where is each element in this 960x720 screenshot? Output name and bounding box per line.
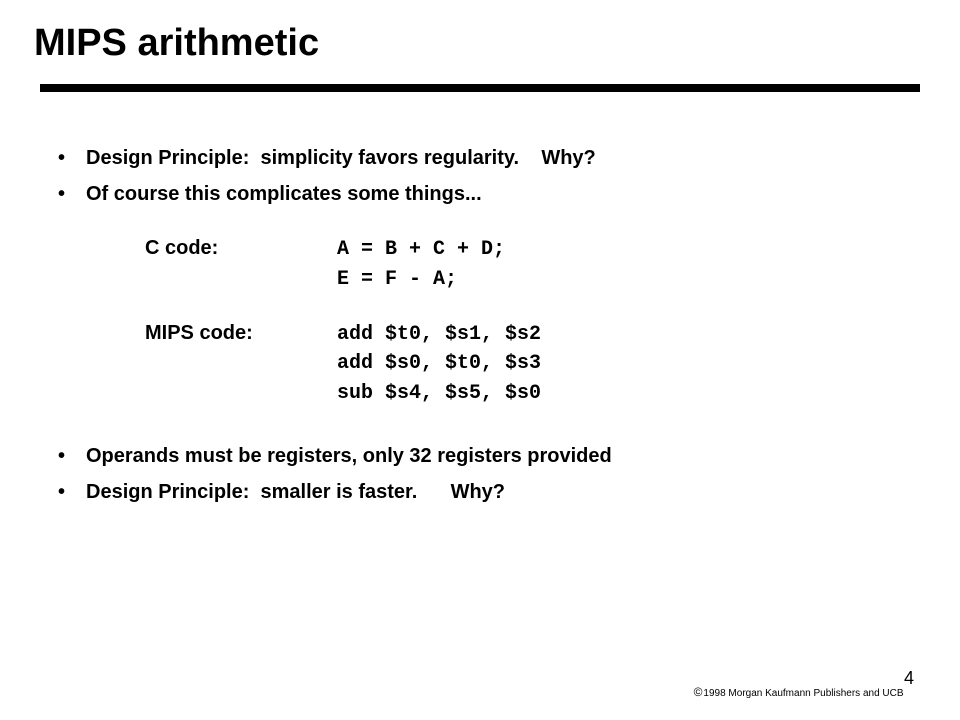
- bullet-text: Of course this complicates some things...: [86, 183, 482, 205]
- mips-code-label: MIPS code:: [145, 322, 253, 344]
- mips-code-line: sub $s4, $s5, $s0: [337, 382, 542, 405]
- bullet-icon: •: [58, 183, 66, 205]
- mips-code-line: add $s0, $t0, $s3: [337, 352, 542, 375]
- page-number: 4: [904, 668, 915, 688]
- title-divider: [40, 84, 920, 92]
- c-code-line: A = B + C + D;: [337, 238, 506, 261]
- bullet-icon: •: [58, 481, 66, 503]
- copyright-text: 1998 Morgan Kaufmann Publishers and UCB: [703, 688, 904, 699]
- copyright-notice: [688, 674, 904, 699]
- bullet-text: Design Principle: smaller is faster. Why?: [86, 481, 506, 503]
- copyright-icon: ©: [693, 685, 703, 699]
- bullet-icon: •: [58, 445, 66, 467]
- c-code-line: E = F - A;: [337, 268, 458, 291]
- bullet-text: Operands must be registers, only 32 registers provided: [86, 445, 612, 467]
- mips-code-line: add $t0, $s1, $s2: [337, 323, 542, 346]
- c-code-label: C code:: [145, 237, 219, 259]
- bullet-text: Design Principle: simplicity favors regularity. Why?: [86, 147, 596, 169]
- bullet-icon: •: [58, 147, 66, 169]
- bullet-item: [58, 480, 506, 552]
- slide-title: MIPS arithmetic: [34, 22, 320, 64]
